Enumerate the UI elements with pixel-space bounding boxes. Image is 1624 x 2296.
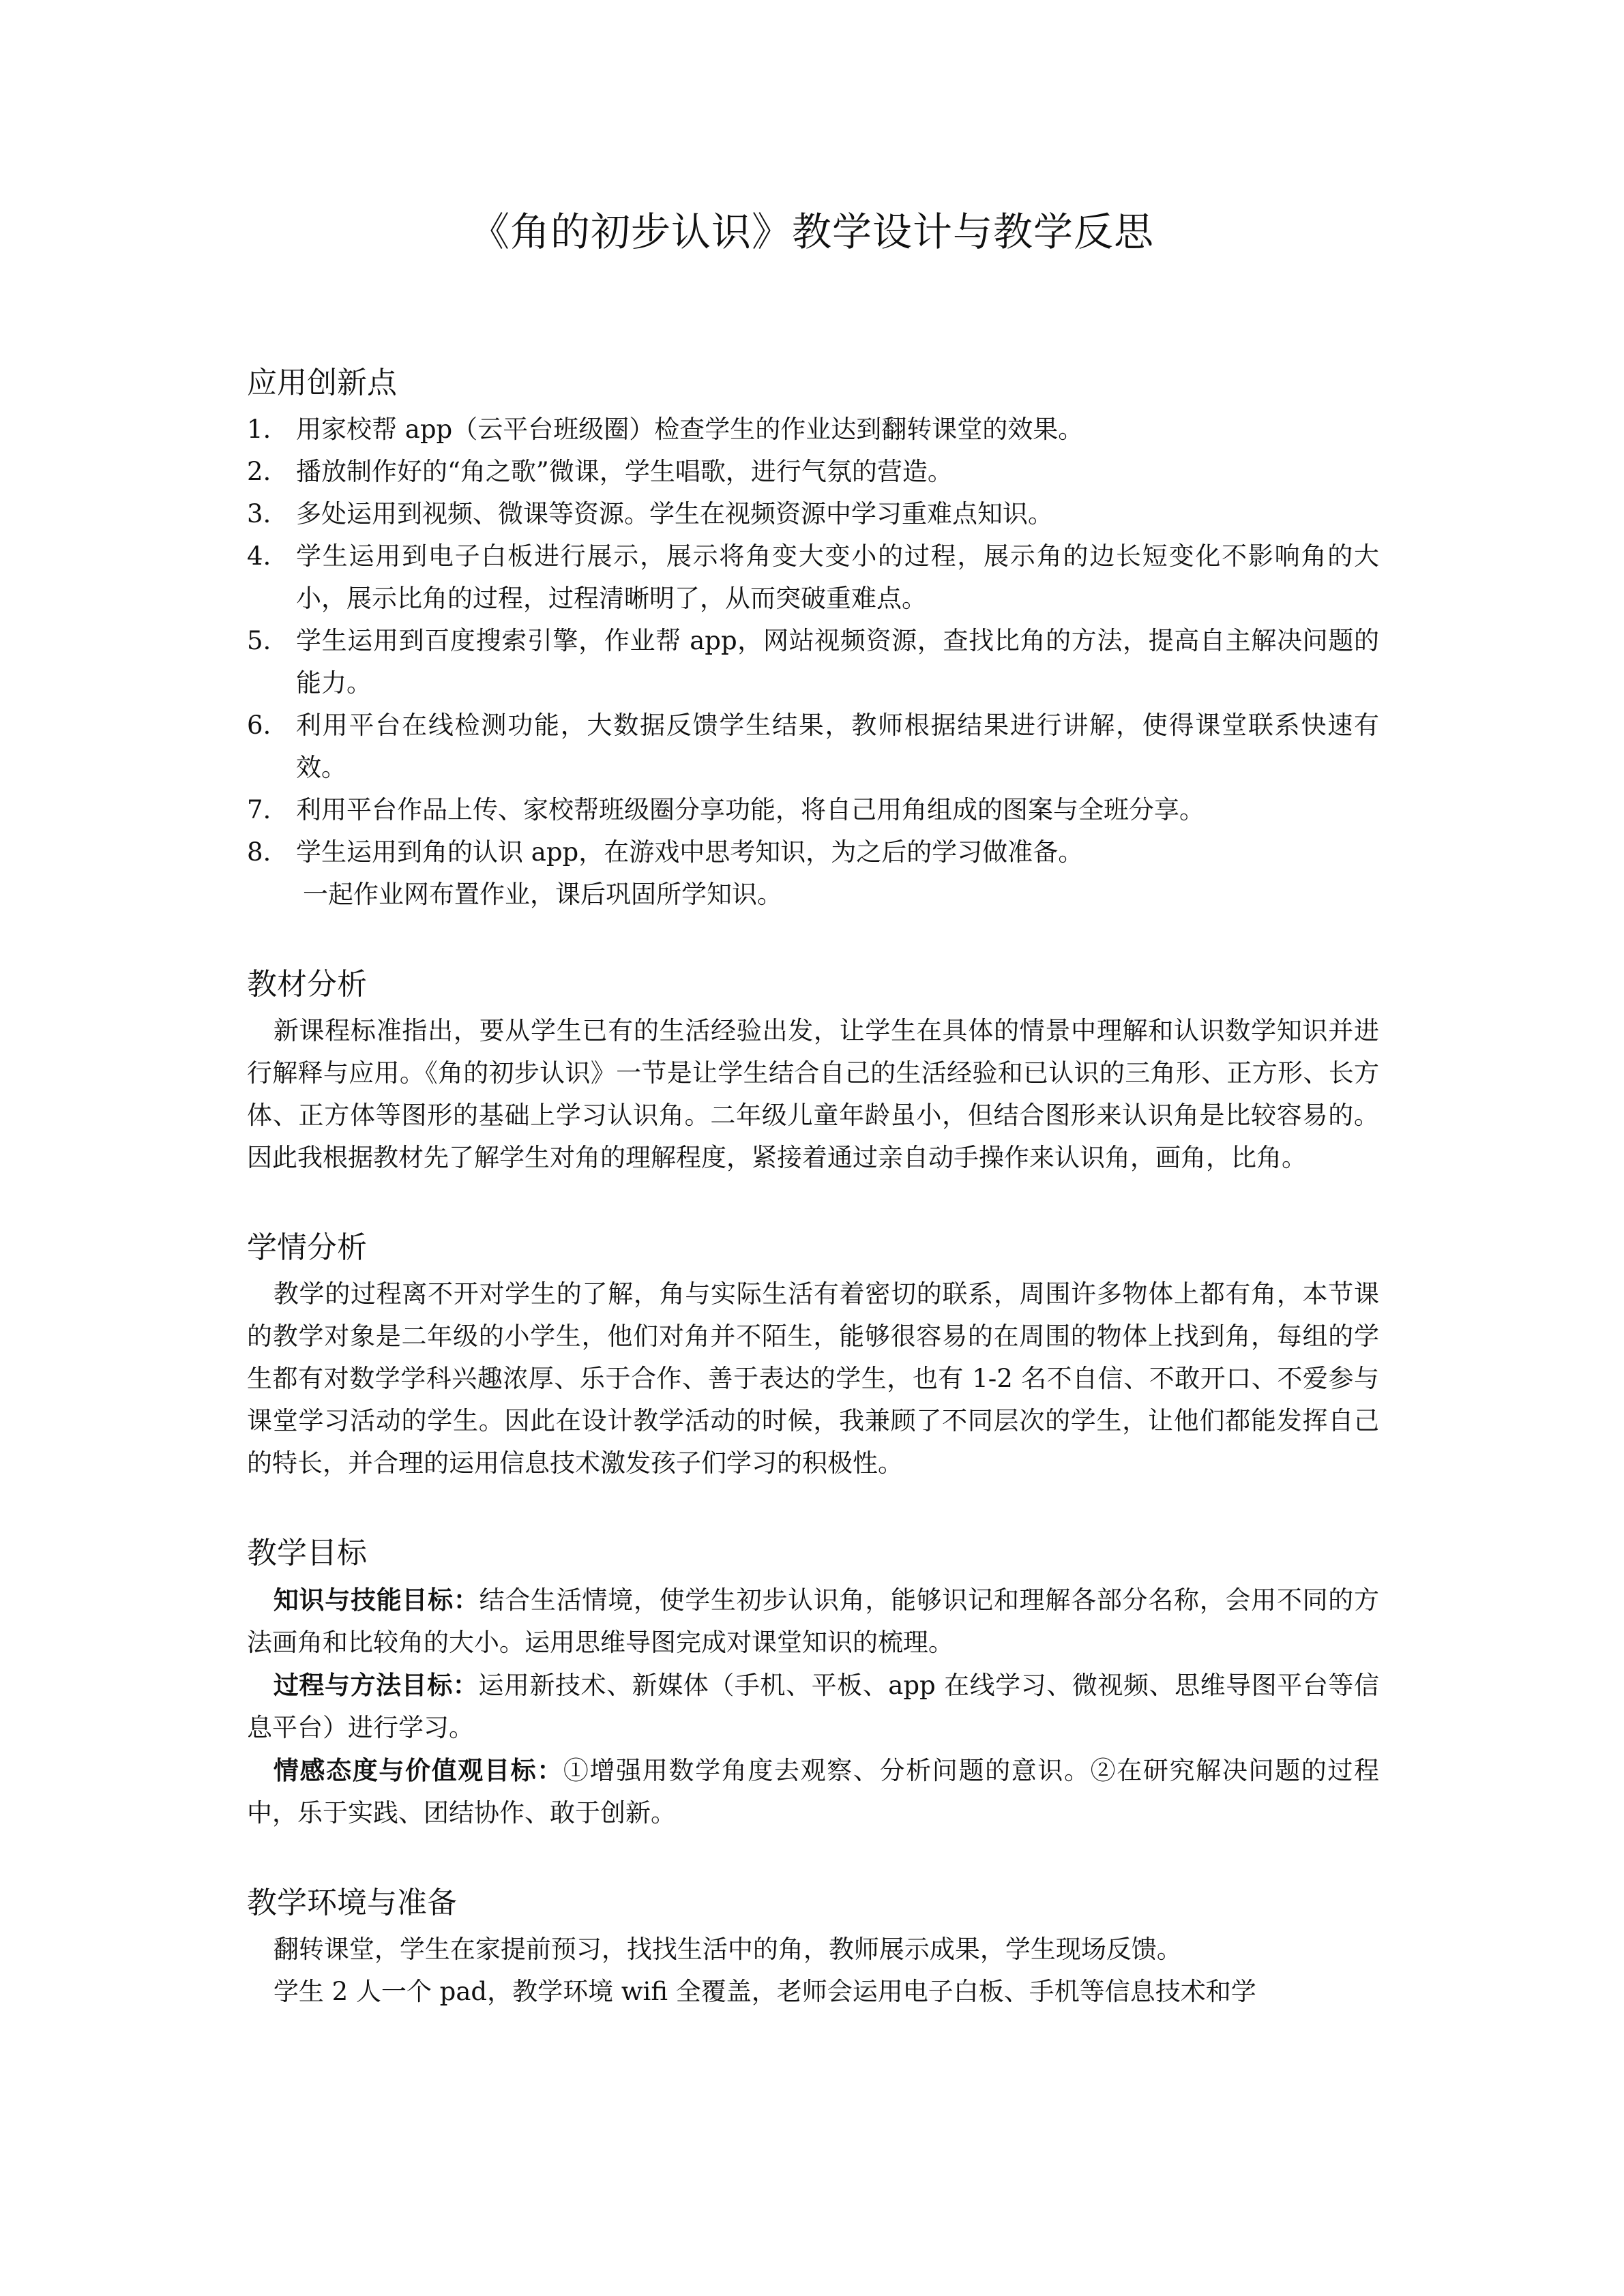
section-heading-students: 学情分析 <box>247 1230 367 1266</box>
section-students <box>247 1225 1379 1485</box>
list-item-number: 3. <box>247 499 271 529</box>
goal-label: 过程与方法目标： <box>273 1670 479 1701</box>
list-item <box>247 408 1379 451</box>
list-item-number: 8. <box>247 837 271 867</box>
list-item-text: 学生运用到角的认识 app，在游戏中思考知识，为之后的学习做准备。 <box>296 837 1084 867</box>
innovation-extra-line: 一起作业网布置作业，课后巩固所学知识。 <box>303 880 782 910</box>
list-item-number: 1. <box>247 415 271 445</box>
list-item-text: 播放制作好的“角之歌”微课，学生唱歌，进行气氛的营造。 <box>296 457 953 487</box>
list-item-text: 利用平台在线检测功能，大数据反馈学生结果，教师根据结果进行讲解，使得课堂联系快速有效。 <box>296 711 1379 783</box>
goal-label: 知识与技能目标： <box>273 1585 479 1615</box>
list-item <box>247 535 1379 620</box>
list-item-number: 6. <box>247 711 271 741</box>
list-item-text: 学生运用到电子白板进行展示，展示将角变大变小的过程，展示角的边长短变化不影响角的大小，展示比角的过程，过程清晰明了，从而突破重难点。 <box>296 541 1379 614</box>
section-heading-goals: 教学目标 <box>247 1536 367 1571</box>
list-item <box>247 493 1379 535</box>
goal-text: 结合生活情境，使学生初步认识角，能够识记和理解各部分名称，会用不同的方法画角和比较角的大小。运用思维导图完成对课堂知识的梳理。 <box>247 1585 1380 1658</box>
goal-text: 运用新技术、新媒体（手机、平板、app 在线学习、微视频、思维导图平台等信息平台）进行学习。 <box>247 1671 1379 1743</box>
section-environment <box>247 1881 1379 2013</box>
list-item-text: 学生运用到百度搜索引擎，作业帮 app，网站视频资源，查找比角的方法，提高自主解决问题的能力。 <box>296 626 1379 698</box>
list-item-text: 利用平台作品上传、家校帮班级圈分享功能，将自己用角组成的图案与全班分享。 <box>296 795 1205 825</box>
list-item-number: 5. <box>247 626 271 656</box>
section-innovation <box>247 361 1379 916</box>
list-item-text: 用家校帮 app（云平台班级圈）检查学生的作业达到翻转课堂的效果。 <box>296 415 1084 445</box>
list-item <box>247 451 1379 493</box>
list-item-number: 2. <box>247 457 271 487</box>
list-item <box>247 831 1379 874</box>
section-heading-innovation: 应用创新点 <box>247 366 397 401</box>
list-item-text: 多处运用到视频、微课等资源。学生在视频资源中学习重难点知识。 <box>296 499 1053 529</box>
goal-process <box>247 1664 1379 1749</box>
material-paragraph: 新课程标准指出，要从学生已有的生活经验出发，让学生在具体的情景中理解和认识数学知识并进行解释与应用。《角的初步认识》一节是让学生结合自己的生活经验和已认识的三角形、正方形、长方体、正方体等图形的基础上学习认识角。二年级儿童年龄虽小，但结合图形来认识角是比较容易的。因此我根据教材先了解学生对角的理解程度，紧接着通过亲自动手操作来认识角，画角，比角。 <box>247 1016 1379 1173</box>
list-item <box>247 789 1379 831</box>
environment-paragraph: 翻转课堂，学生在家提前预习，找找生活中的角，教师展示成果，学生现场反馈。 <box>273 1935 1182 1965</box>
innovation-list <box>247 408 1379 874</box>
section-heading-environment: 教学环境与准备 <box>247 1885 457 1921</box>
section-material <box>247 962 1379 1179</box>
list-item-number: 4. <box>247 541 271 571</box>
document-page <box>247 205 1379 2059</box>
list-item <box>247 620 1379 704</box>
list-item <box>247 704 1379 789</box>
goal-emotion <box>247 1749 1379 1834</box>
goal-knowledge <box>247 1579 1379 1664</box>
environment-paragraph: 学生 2 人一个 pad，教学环境 wifi 全覆盖，老师会运用电子白板、手机等信息技术和学 <box>273 1977 1256 2007</box>
goal-text: ①增强用数学角度去观察、分析问题的意识。②在研究解决问题的过程中，乐于实践、团结协作、敢于创新。 <box>247 1756 1380 1828</box>
goal-label: 情感态度与价值观目标： <box>273 1755 563 1786</box>
list-item-number: 7. <box>247 795 271 825</box>
document-title: 《角的初步认识》教学设计与教学反思 <box>469 209 1154 255</box>
section-heading-material: 教材分析 <box>247 967 367 1002</box>
section-goals <box>247 1531 1379 1834</box>
students-paragraph: 教学的过程离不开对学生的了解，角与实际生活有着密切的联系，周围许多物体上都有角，本节课的教学对象是二年级的小学生，他们对角并不陌生，能够很容易的在周围的物体上找到角，每组的学生都有对数学学科兴趣浓厚、乐于合作、善于表达的学生，也有 1-2 名不自信、不敢开口、不爱参与课堂学习活动的学生。因此在设计教学活动的时候，我兼顾了不同层次的学生，让他们都能发挥自己的特长，并合理的运用信息技术激发孩子们学习的积极性。 <box>247 1279 1379 1478</box>
